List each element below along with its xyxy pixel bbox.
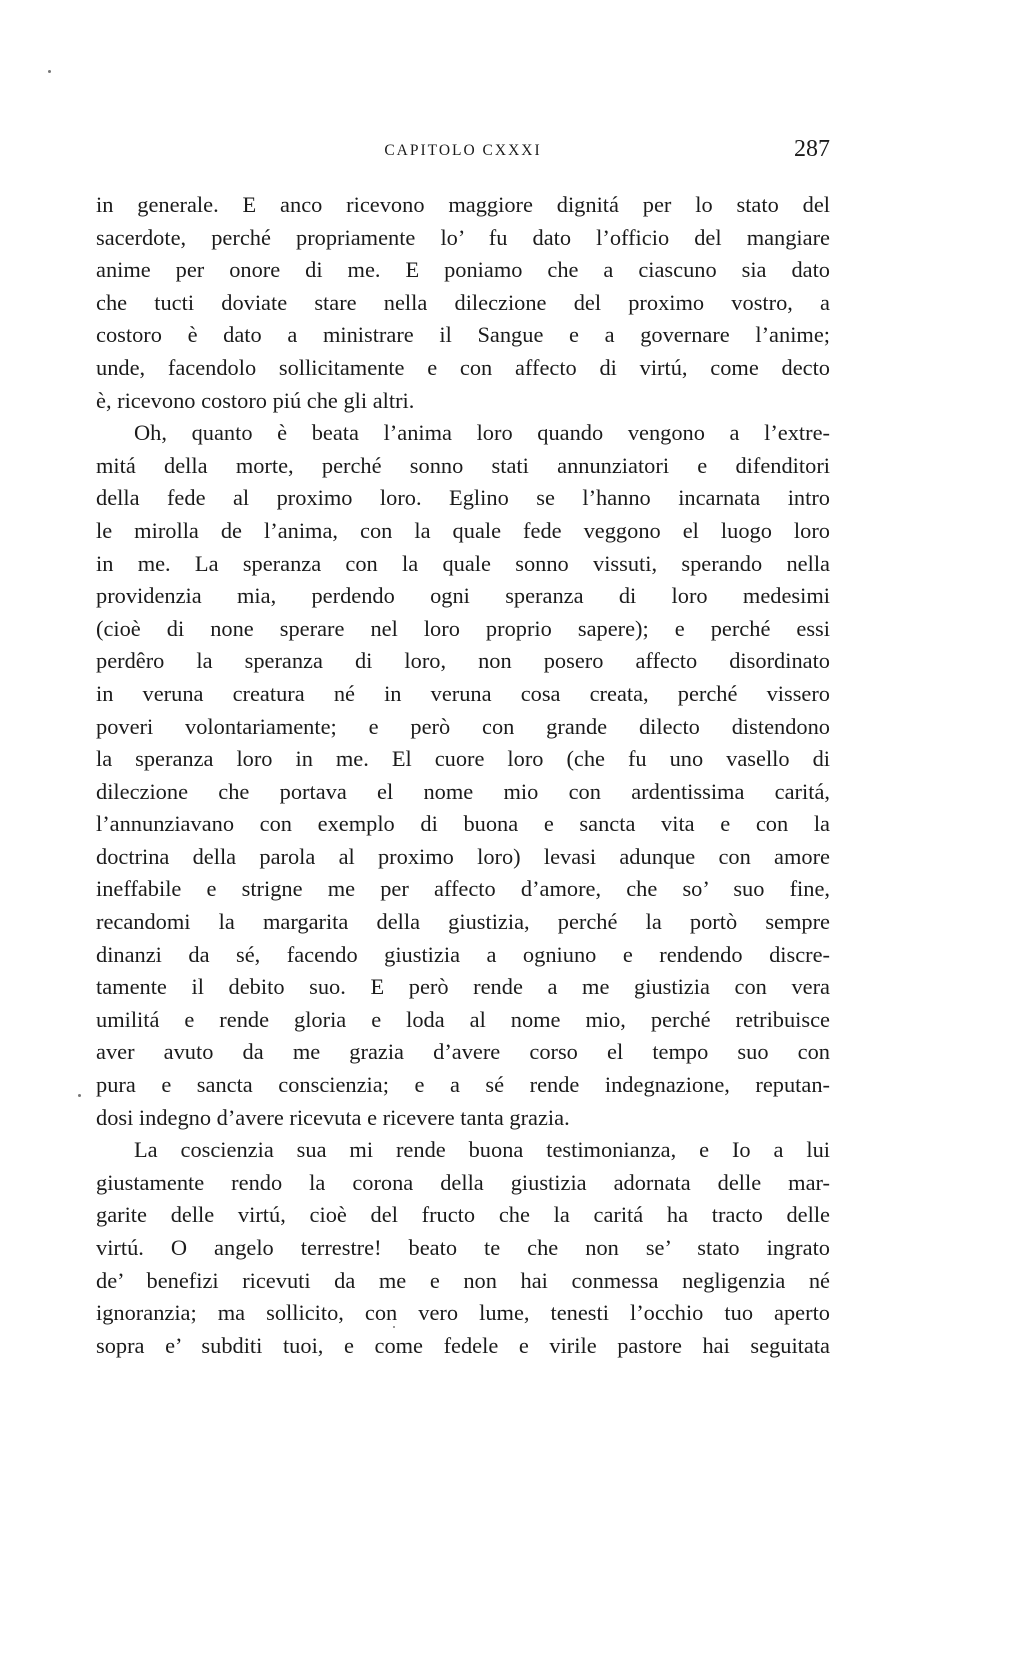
text-line: sopra e’ subditi tuoi, e come fedele e virile pastore hai seguitata — [96, 1332, 830, 1358]
text-line: doctrina della parola al proximo loro) levasi adunque con amore — [96, 843, 830, 869]
text-line: umilitá e rende gloria e loda al nome mio, perché retribuisce — [96, 1006, 830, 1032]
text-line: la speranza loro in me. El cuore loro (che fu uno vasello di — [96, 746, 830, 772]
text-line: costoro è dato a ministrare il Sangue e a governare l’anime; — [96, 322, 830, 348]
text-line: giustamente rendo la corona della giustizia adornata delle mar- — [96, 1169, 830, 1195]
text-line: della fede al proximo loro. Eglino se l’hanno incarnata intro — [96, 485, 830, 511]
text-line: (cioè di none sperare nel loro proprio sapere); e perché essi — [96, 615, 830, 641]
text-line: La coscienzia sua mi rende buona testimonianza, e Io a lui — [134, 1137, 830, 1163]
text-line: che tucti doviate stare nella dileczione del proximo vostro, a — [96, 289, 830, 315]
text-line: in generale. E anco ricevono maggiore dignitá per lo stato del — [96, 192, 830, 217]
text-line: poveri volontariamente; e però con grande dilecto distendono — [96, 713, 830, 739]
text-line: dileczione che portava el nome mio con ardentissima caritá, — [96, 778, 830, 804]
text-line: virtú. O angelo terrestre! beato te che non se’ stato ingrato — [96, 1235, 830, 1260]
text-line: aver avuto da me grazia d’avere corso el tempo suo con — [96, 1039, 830, 1065]
text-line: recandomi la margarita della giustizia, perché la portò sempre — [96, 909, 830, 935]
text-line: tamente il debito suo. E però rende a me giustizia con vera — [96, 974, 830, 1000]
text-line: perdêro la speranza di loro, non posero affecto disordinato — [96, 648, 830, 674]
text-line: mitá della morte, perché sonno stati annunziatori e difenditori — [96, 452, 830, 478]
text-line: le mirolla de l’anima, con la quale fede veggono el luogo loro — [96, 517, 830, 543]
page-number: 287 — [794, 136, 830, 162]
text-line: de’ benefizi ricevuti da me e non hai conmessa negligenzia né — [96, 1267, 830, 1293]
text-line: garite delle virtú, cioè del fructo che la caritá ha tracto delle — [96, 1202, 830, 1228]
text-line: providenzia mia, perdendo ogni speranza di loro medesimi — [96, 583, 830, 609]
chapter-title: CAPITOLO CXXXI — [384, 142, 542, 159]
body-text — [96, 189, 830, 1362]
text-line: in me. La speranza con la quale sonno vissuti, sperando nella — [96, 550, 830, 576]
text-line: ignoranzia; ma sollicito, con vero lume, tenesti l’occhio tuo aperto — [96, 1300, 830, 1326]
text-line: sacerdote, perché propriamente lo’ fu dato l’officio del mangiare — [96, 224, 830, 250]
text-line: unde, facendolo sollicitamente e con affecto di virtú, come decto — [96, 354, 830, 380]
scan-speck — [78, 1094, 81, 1097]
text-line: è, ricevono costoro piú che gli altri. — [96, 387, 415, 413]
text-line: anime per onore di me. E poniamo che a ciascuno sia dato — [96, 257, 830, 283]
text-line: pura e sancta conscienzia; e a sé rende indegnazione, reputan- — [96, 1072, 830, 1098]
text-line: dosi indegno d’avere ricevuta e ricevere tanta grazia. — [96, 1104, 570, 1130]
scan-speck — [48, 70, 51, 73]
text-line: in veruna creatura né in veruna cosa creata, perché vissero — [96, 680, 830, 706]
text-line: l’annunziavano con exemplo di buona e sancta vita e con la — [96, 811, 830, 837]
text-line: Oh, quanto è beata l’anima loro quando vengono a l’extre- — [134, 420, 830, 446]
text-line: ineffabile e strigne me per affecto d’amore, che so’ suo fine, — [96, 876, 830, 902]
running-head — [96, 136, 830, 166]
text-line: dinanzi da sé, facendo giustizia a ogniuno e rendendo discre- — [96, 941, 830, 967]
